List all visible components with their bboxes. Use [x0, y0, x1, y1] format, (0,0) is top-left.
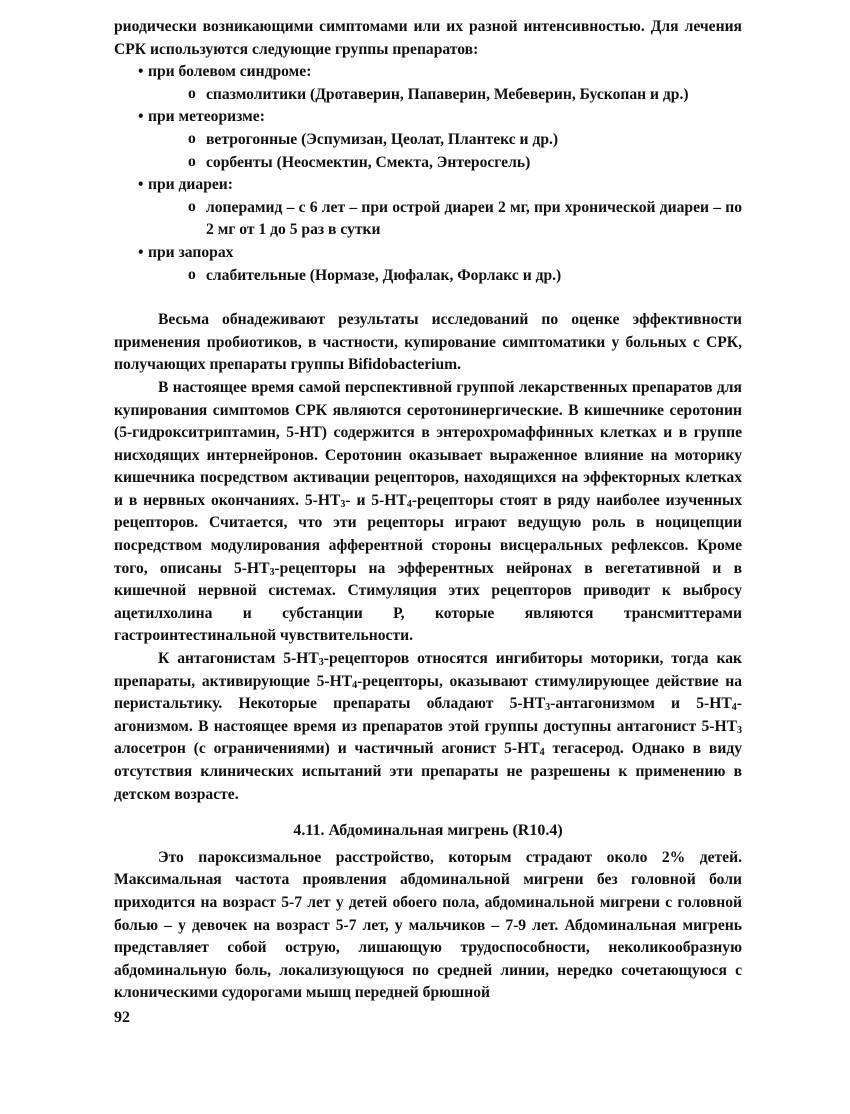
subscript: 3 [545, 702, 551, 714]
subscript: 3 [318, 657, 324, 669]
drug-subitem: o ветрогонные (Эспумизан, Цеолат, Плантекс и др.) [114, 129, 742, 152]
drug-group-item [114, 242, 742, 287]
drug-group-label: при метеоризме: [148, 108, 265, 126]
drug-group-label: при запорах [148, 243, 234, 261]
drug-sublist [148, 197, 742, 242]
drug-group-item [114, 61, 742, 106]
drug-group-list [114, 61, 742, 287]
subscript: 4 [406, 498, 412, 510]
subscript: 4 [352, 679, 358, 691]
drug-group-label: при болевом синдроме: [148, 63, 312, 81]
probiotics-paragraph: Весьма обнадеживают результаты исследований по оценке эффективности применения пробиотиков, в частности, купирование симптоматики у больных с СРК, получающих препараты группы Bifidobacterium. [114, 311, 742, 374]
text-run: -антагонизмом и 5-НТ [550, 695, 732, 713]
drug-group-label: при диареи: [148, 176, 233, 194]
drug-sublist [148, 129, 742, 174]
drug-group-item [114, 174, 742, 242]
text-run: тегасерод. Однако в виду отсутствия клинических испытаний эти препараты не разрешены к применению в детском возрасте. [114, 740, 742, 803]
drug-subitem: o сорбенты (Неосмектин, Смекта, Энтеросгель) [114, 152, 742, 175]
text-run: В настоящее время самой перспективной группой лекарственных препаратов для купирования симптомов СРК являются серотонинергические. В кишечнике серотонин (5-гидрокситриптамин, 5-НТ) содержится в энтерохромаффинных клетках и в группе нисходящих интернейронов. Серотонин оказывает выраженное влияние на моторику кишечника посредством активации рецепторов, находящихся на эффекторных клетках и в нервных окончаниях. 5-НТ [114, 378, 742, 509]
spacer [114, 287, 742, 309]
page-number: 92 [114, 1008, 130, 1026]
drug-sublist [148, 265, 742, 288]
text-run: -рецепторы, оказывают стимулирующее действие на перистальтику. Некоторые препараты обладают 5-НТ [114, 672, 743, 713]
text-run: алосетрон (с ограничениями) и частичный агонист 5-НТ [114, 740, 540, 758]
migraine-paragraph: Это пароксизмальное расстройство, которым страдают около 2% детей. Максимальная частота проявления абдоминальной мигрени без головной боли приходится на возраст 5-7 лет у детей обоего пола, абдоминальной мигрени с головной болью – у девочек на возраст 5-7 лет, у мальчиков – 7-9 лет. Абдоминальная мигрень представляет собой острую, лишающую трудоспособности, неколикообразную абдоминальную боль, локализующуюся по средней линии, нередко сочетающуюся с клоническими судорогами мышц передней брюшной [114, 848, 742, 1002]
text-run: -рецепторов относятся ингибиторы моторики, тогда как препараты, активирующие 5-НТ [114, 650, 742, 690]
antagonists-paragraph [114, 648, 742, 806]
drug-subitem: o слабительные (Нормазе, Дюфалак, Форлакс и др.) [114, 265, 742, 288]
drug-group-item [114, 106, 742, 174]
text-run: -рецепторы на эфферентных нейронах в вегетативной и в кишечной нервной системах. Стимуляция этих рецепторов приводит к выбросу ацетилхолина и субстанции Р, которые являются трансмиттерами гастроинтестинальной чувствительности. [114, 559, 742, 645]
text-run: -агонизмом. В настоящее время из препаратов этой группы доступны антагонист 5-НТ [114, 695, 742, 735]
subscript: 3 [340, 498, 346, 510]
document-page [114, 16, 742, 1030]
text-run: - и 5-НТ [345, 491, 407, 509]
subscript: 3 [737, 724, 742, 736]
drug-subitem: o спазмолитики (Дротаверин, Папаверин, Мебеверин, Бускопан и др.) [114, 84, 742, 107]
text-run: -рецепторы стоят в ряду наиболее изученных рецепторов. Считается, что эти рецепторы играют ведущую роль в ноцицепции посредством модулирования афферентной стороны висцеральных рефлексов. Кроме того, описаны 5-НТ [114, 491, 742, 577]
subscript: 4 [539, 747, 545, 759]
subscript: 4 [731, 702, 737, 714]
serotonin-paragraph [114, 377, 742, 648]
drug-sublist [148, 84, 742, 107]
subscript: 3 [269, 566, 275, 578]
text-run: К антагонистам 5-НТ [158, 650, 319, 668]
intro-paragraph: риодически возникающими симптомами или их разной интенсивностью. Для лечения СРК используются следующие группы препаратов: [114, 18, 742, 58]
drug-subitem: o лоперамид – с 6 лет – при острой диареи 2 мг, при хронической диареи – по 2 мг от 1 до 5 раз в сутки [114, 197, 742, 242]
section-heading: 4.11. Абдоминальная мигрень (R10.4) [293, 822, 563, 840]
